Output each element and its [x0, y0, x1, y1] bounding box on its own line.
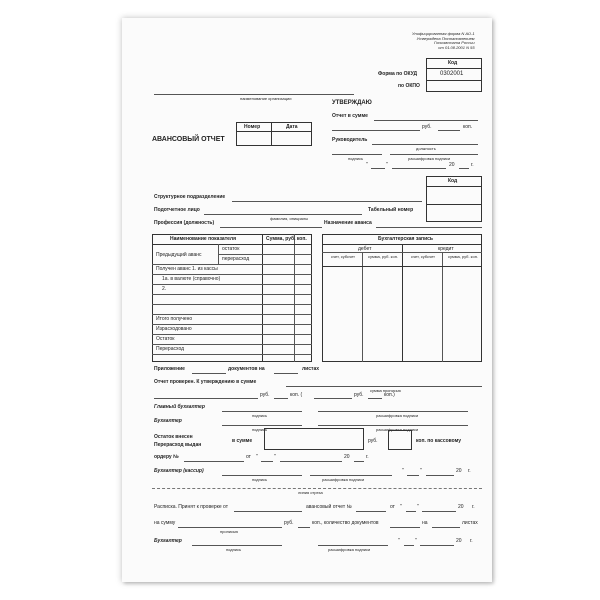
- right-sum-header: сумма, руб. коп.: [368, 254, 398, 259]
- signature-caption: подпись: [226, 547, 242, 552]
- profession-label: Профессия (должность): [154, 220, 215, 226]
- unified-form-line: Утверждена Постановлением: [416, 35, 475, 41]
- appendix-count-line[interactable]: [192, 373, 226, 374]
- left-table-header-line: [152, 244, 312, 245]
- receipt-day-line[interactable]: [406, 511, 416, 512]
- right-table-col: [362, 252, 363, 362]
- cash-sum-box[interactable]: [264, 428, 364, 450]
- right-table-col: [442, 252, 443, 362]
- approve-quote-close: ": [386, 162, 388, 168]
- checked-rub-line[interactable]: [154, 398, 258, 399]
- receipt-year-suffix: г.: [472, 504, 475, 510]
- left-row-line: [152, 354, 312, 355]
- approve-year-line[interactable]: [459, 168, 469, 169]
- form-sheet: [122, 18, 492, 582]
- checked-label: Отчет проверен. К утверждению в сумме: [154, 379, 257, 385]
- order-quote-close: ": [274, 454, 276, 460]
- accountant-label: Бухгалтер: [154, 418, 182, 424]
- accountable-line[interactable]: [204, 214, 362, 215]
- remainder-label: Остаток внесен: [154, 434, 193, 440]
- receipt-kop-docs: коп., количество документов: [312, 520, 379, 526]
- receipt-year: 20: [456, 538, 462, 544]
- left-row-label: Получен аванс 1. из кассы: [156, 266, 218, 272]
- receipt-month-line[interactable]: [422, 511, 456, 512]
- department-label: Структурное подразделение: [154, 194, 226, 200]
- left-col-name: Наименование показателя: [170, 236, 237, 242]
- receipt-signature-line[interactable]: [192, 545, 282, 546]
- date-label: Дата: [286, 124, 298, 130]
- left-row-label: Остаток: [156, 336, 175, 342]
- left-row-line: [152, 304, 312, 305]
- purpose-label: Назначение аванса: [324, 220, 372, 226]
- receipt-accountant: Бухгалтер: [154, 538, 182, 544]
- profession-line[interactable]: [220, 227, 322, 228]
- receipt-sum-line[interactable]: [178, 527, 282, 528]
- accountable-label: Подотчетное лицо: [154, 207, 200, 213]
- number-label: Номер: [244, 124, 261, 130]
- approve-day-line[interactable]: [371, 168, 385, 169]
- accountant-decoding-line[interactable]: [318, 425, 468, 426]
- left-row-line: [152, 264, 312, 265]
- signature-caption: подпись: [252, 413, 268, 418]
- receipt-text: Расписка. Принят к проверке от: [154, 504, 229, 510]
- head-decoding-line[interactable]: [390, 154, 478, 155]
- right-table-line: [322, 252, 482, 253]
- approve-sum-line-2[interactable]: [332, 130, 420, 131]
- receipt-decoding-line[interactable]: [318, 545, 388, 546]
- receipt-year: 20: [458, 504, 464, 510]
- left-row-label: 2.: [162, 286, 167, 292]
- decoding-caption: расшифровка подписи: [328, 547, 371, 552]
- approve-year: 20: [449, 162, 455, 168]
- head-signature-line[interactable]: [332, 154, 382, 155]
- chief-accountant-label: Главный бухгалтер: [154, 404, 205, 410]
- checked-kop-close: коп.): [384, 392, 395, 398]
- order-day-line[interactable]: [261, 461, 273, 462]
- approve-rub: руб.: [422, 124, 432, 130]
- fio-caption: фамилия, инициалы: [270, 216, 309, 221]
- position-caption: должность: [416, 146, 436, 151]
- checked-kop-paren: коп. (: [290, 392, 303, 398]
- okud-value[interactable]: 0302001: [440, 71, 464, 77]
- left-row-label: Предыдущий аванс: [156, 252, 202, 258]
- receipt-sheets-line[interactable]: [432, 527, 460, 528]
- decoding-caption: расшифровка подписи: [376, 413, 419, 418]
- order-year-line[interactable]: [354, 461, 364, 462]
- tab-number-label: Табельный номер: [368, 207, 414, 213]
- right-sum-header: сумма, руб. коп.: [448, 254, 478, 259]
- approve-year-suffix: г.: [471, 162, 474, 168]
- unified-form-note: [412, 32, 475, 50]
- checked-rub: руб.: [260, 392, 270, 398]
- org-line[interactable]: [154, 94, 354, 95]
- purpose-line[interactable]: [376, 227, 482, 228]
- chief-decoding-line[interactable]: [318, 411, 468, 412]
- cash-kop-box[interactable]: [388, 430, 412, 450]
- receipt-quote: ": [398, 538, 400, 544]
- appendix-label: Приложение: [154, 366, 185, 372]
- cashier-quote: ": [402, 468, 404, 474]
- receipt-report-no: авансовый отчет №: [306, 504, 352, 510]
- documents-label: документов на: [228, 366, 265, 372]
- receipt-sum-label: на сумму: [154, 520, 176, 526]
- code-box-divider: [426, 80, 482, 81]
- decoding-caption: расшифровка подписи: [408, 156, 451, 161]
- right-account-header: счет, субсчет: [331, 254, 355, 259]
- decoding-caption: расшифровка подписи: [376, 427, 419, 432]
- left-row-line: [152, 294, 312, 295]
- receipt-rub: руб.: [284, 520, 294, 526]
- person-code-divider: [426, 186, 482, 187]
- left-row-vline: [218, 244, 219, 264]
- checked-kop2-line[interactable]: [368, 398, 382, 399]
- cashier-quote-close: ": [420, 468, 422, 474]
- chief-signature-line[interactable]: [222, 411, 302, 412]
- receipt-day-line-2[interactable]: [404, 545, 414, 546]
- person-code-header: Код: [448, 178, 458, 184]
- code-box-divider: [426, 68, 482, 69]
- cashier-year: 20: [456, 468, 462, 474]
- approve-sum-label: Отчет в сумме: [332, 113, 368, 119]
- approve-month-line[interactable]: [392, 168, 446, 169]
- receipt-quote: ": [400, 504, 402, 510]
- receipt-on: на: [422, 520, 428, 526]
- person-code-divider: [426, 204, 482, 205]
- cash-rub: руб.: [368, 438, 378, 444]
- okpo-label: по ОКПО: [398, 83, 420, 89]
- cashier-day-line[interactable]: [407, 475, 419, 476]
- cashier-signature-line[interactable]: [222, 475, 302, 476]
- left-row-label: 1а. в валюте (справочно): [162, 276, 221, 282]
- left-row-line: [152, 284, 312, 285]
- unified-form-line: Госкомстата России: [434, 40, 475, 46]
- cut-line: [152, 488, 482, 489]
- order-year: 20: [344, 454, 350, 460]
- left-row-line: [152, 274, 312, 275]
- right-credit: кредит: [438, 246, 454, 252]
- right-table-title: Бухгалтерская запись: [378, 236, 433, 242]
- left-col-sum: Сумма, руб. коп.: [266, 236, 307, 242]
- right-debit: дебет: [358, 246, 372, 252]
- left-row-line: [218, 254, 312, 255]
- receipt-number-line[interactable]: [356, 511, 386, 512]
- signature-caption: подпись: [252, 427, 268, 432]
- cash-in-sum: в сумме: [232, 438, 253, 444]
- left-row-label: остаток: [222, 246, 240, 252]
- unified-form-line: от 01.08.2001 N 55: [438, 44, 475, 50]
- receipt-month-line-2[interactable]: [420, 545, 454, 546]
- number-date-divider-v: [271, 122, 272, 146]
- approve-sum-line[interactable]: [374, 120, 478, 121]
- receipt-from-line[interactable]: [234, 511, 302, 512]
- signature-caption: подпись: [252, 477, 268, 482]
- order-from: от: [246, 454, 251, 460]
- right-table-line: [322, 266, 482, 267]
- approve-title: УТВЕРЖДАЮ: [332, 100, 372, 106]
- approve-quote-open: ": [366, 162, 368, 168]
- order-quote: ": [256, 454, 258, 460]
- overrun-label: Перерасход выдан: [154, 442, 202, 448]
- approve-kop: коп.: [463, 124, 473, 130]
- order-label: ордеру №: [154, 454, 179, 460]
- okud-label: Форма по ОКУД: [378, 71, 418, 77]
- checked-kop-line[interactable]: [274, 398, 288, 399]
- left-row-line: [152, 324, 312, 325]
- cashier-month-line[interactable]: [426, 475, 454, 476]
- receipt-quote-close: ": [415, 538, 417, 544]
- checked-rub2: руб.: [354, 392, 364, 398]
- receipt-from: от: [390, 504, 395, 510]
- head-position-line[interactable]: [372, 144, 478, 145]
- right-account-header: счет, субсчет: [411, 254, 435, 259]
- cashier-year-suffix: г.: [468, 468, 471, 474]
- left-row-label: Итого получено: [156, 316, 193, 322]
- signature-caption: подпись: [348, 156, 364, 161]
- right-table-mid: [402, 244, 403, 362]
- receipt-quote-close: ": [417, 504, 419, 510]
- order-number-line[interactable]: [184, 461, 244, 462]
- checked-rub2-line[interactable]: [314, 398, 352, 399]
- receipt-kop-line[interactable]: [298, 527, 310, 528]
- sheets-count-line[interactable]: [274, 373, 298, 374]
- receipt-docs-line[interactable]: [390, 527, 420, 528]
- order-month-line[interactable]: [280, 461, 342, 462]
- checked-sum-line[interactable]: [286, 386, 482, 387]
- decoding-caption: расшифровка подписи: [322, 477, 365, 482]
- number-date-divider: [236, 131, 312, 132]
- receipt-sum-caption: прописью: [220, 529, 239, 534]
- department-line[interactable]: [232, 201, 422, 202]
- left-row-line: [152, 314, 312, 315]
- left-row-line: [152, 334, 312, 335]
- receipt-sheets: листах: [462, 520, 478, 526]
- org-caption: наименование организации: [240, 96, 292, 101]
- left-row-line: [152, 344, 312, 345]
- left-row-label: Израсходовано: [156, 326, 192, 332]
- left-row-label: перерасход: [222, 256, 250, 262]
- approve-kop-line[interactable]: [438, 130, 460, 131]
- left-row-label: Перерасход: [156, 346, 185, 352]
- unified-form-line: Унифицированная форма N АО-1: [412, 31, 475, 36]
- head-label: Руководитель: [332, 137, 368, 143]
- order-year-suffix: г.: [366, 454, 369, 460]
- code-header: Код: [448, 60, 458, 66]
- cashier-decoding-line[interactable]: [310, 475, 392, 476]
- report-title: АВАНСОВЫЙ ОТЧЕТ: [152, 136, 225, 143]
- sheets-label: листах: [302, 366, 320, 372]
- receipt-year-suffix: г.: [470, 538, 473, 544]
- sum-words-caption: сумма прописью: [370, 388, 401, 393]
- accountant-signature-line[interactable]: [222, 425, 302, 426]
- cashier-label: Бухгалтер (кассир): [154, 468, 204, 474]
- cut-line-caption: линия отреза: [298, 490, 323, 495]
- cash-kop-order: коп. по кассовому: [416, 438, 462, 444]
